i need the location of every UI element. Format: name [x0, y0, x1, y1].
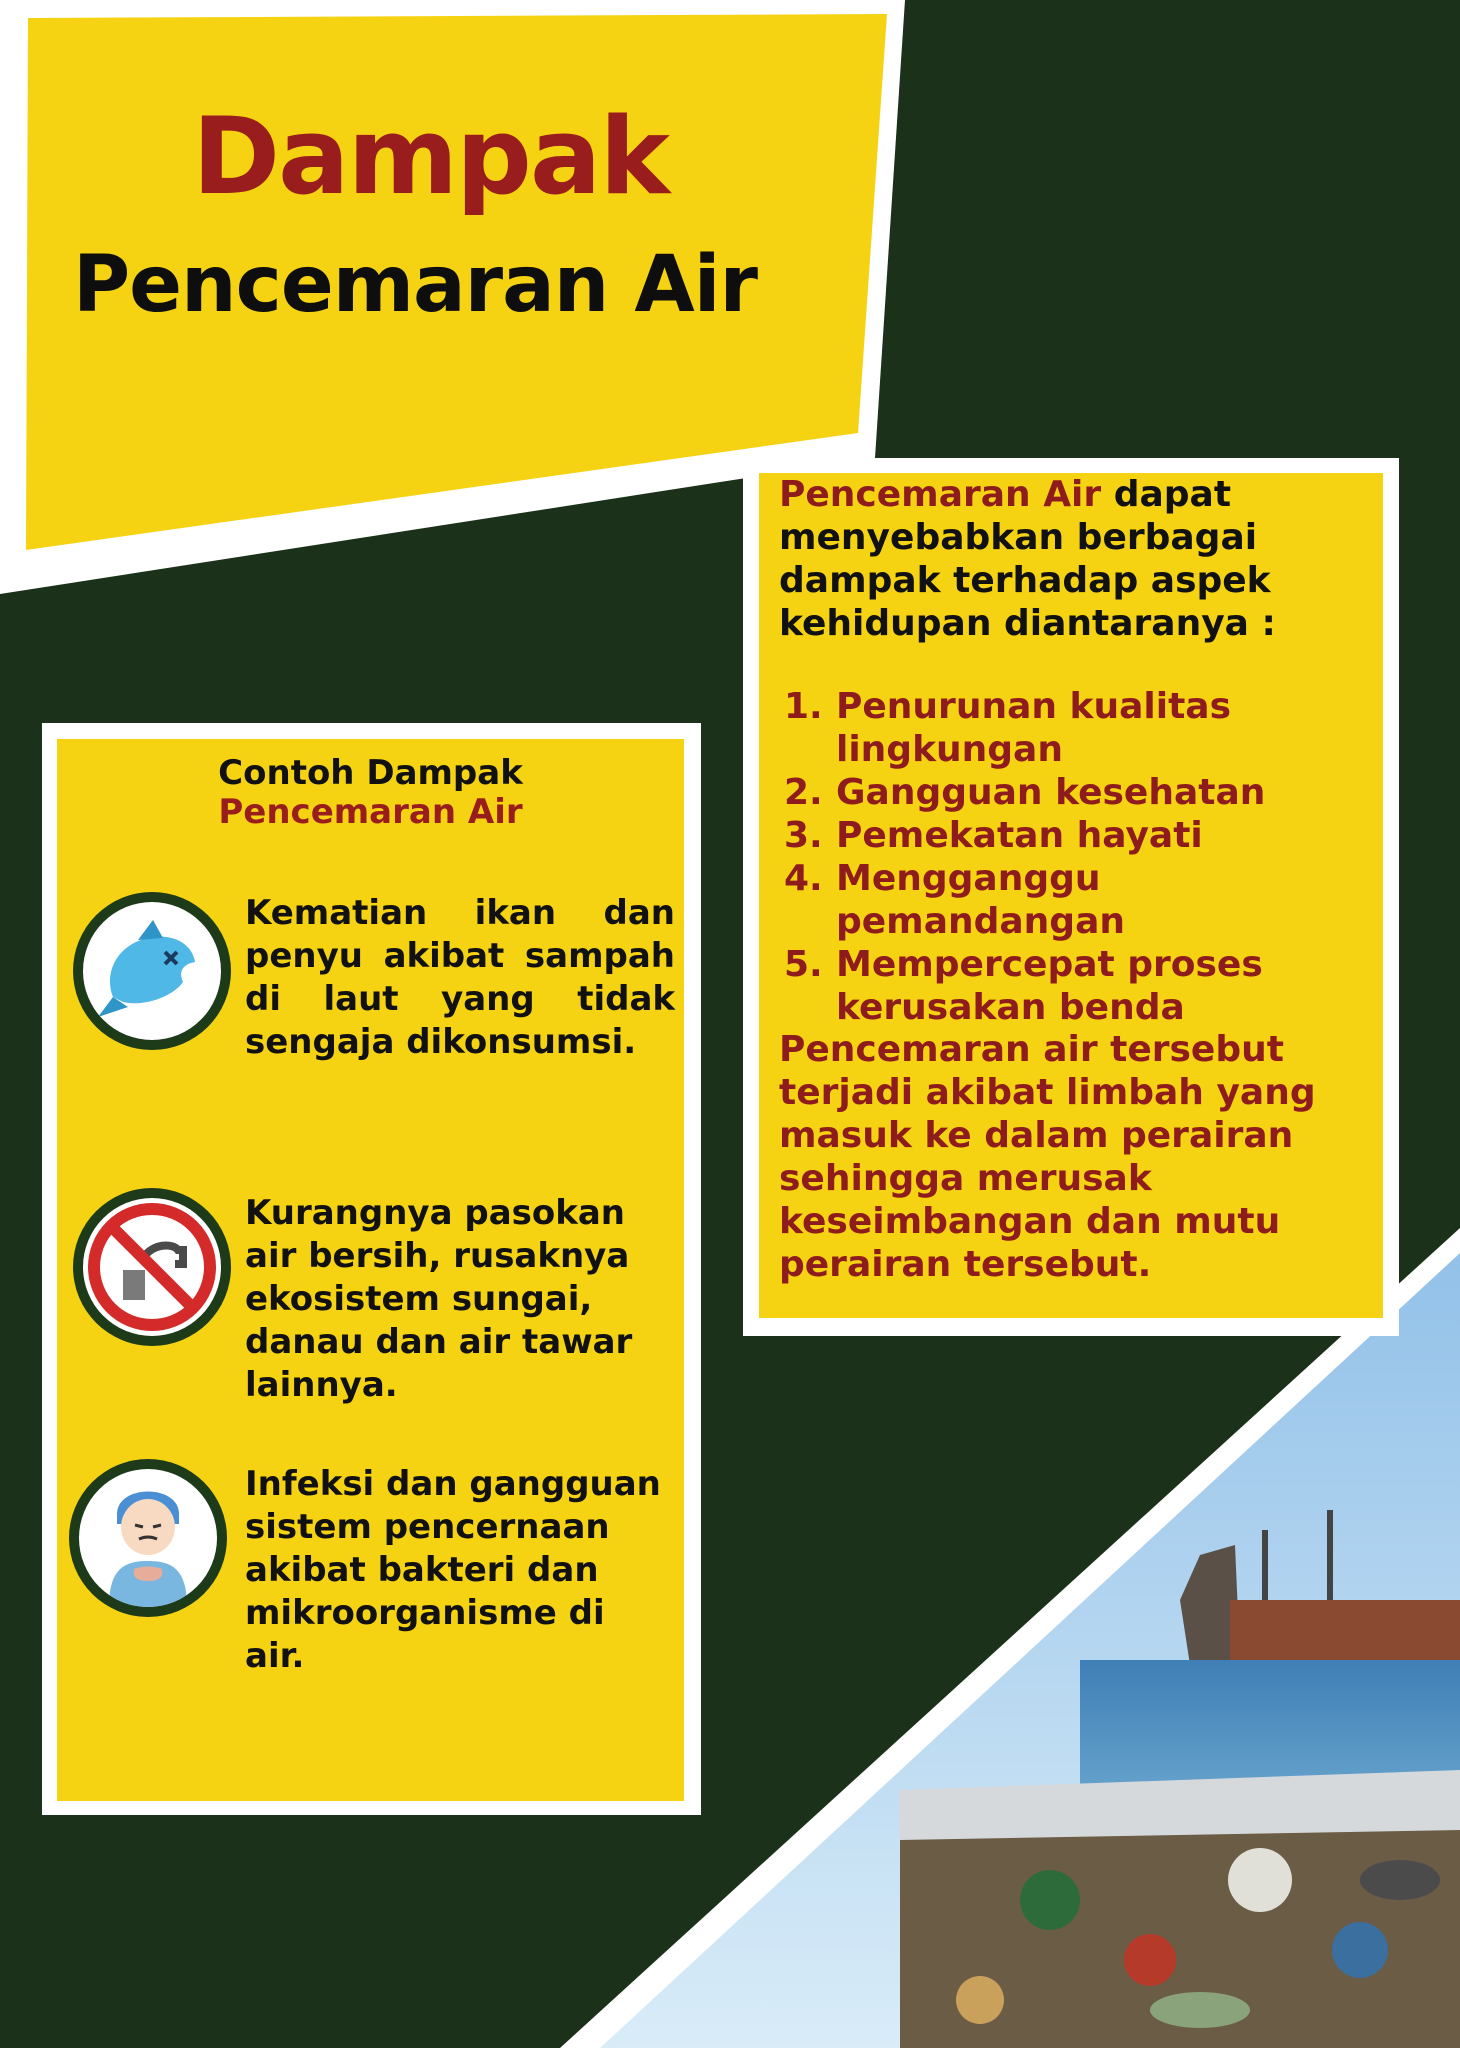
list-item [784, 771, 1384, 814]
list-item-text: Penurunan kualitas lingkungan [836, 686, 1231, 770]
example-text-3: Infeksi dan gangguan sistem pencernaan akibat bakteri dan mikroorganisme di air. [245, 1464, 661, 1676]
list-item-number: 2. [784, 772, 823, 813]
intro-text [779, 473, 1379, 645]
example-text-2: Kurangnya pasokan air bersih, rusaknya ekosistem sungai, danau dan air tawar lainnya. [245, 1193, 633, 1405]
intro-highlight: Pencemaran Air [779, 474, 1102, 515]
no-drinking-water-icon [73, 1188, 231, 1346]
list-item [784, 814, 1384, 857]
impacts-info-card-inner [759, 473, 1383, 1318]
examples-subheading: Pencemaran Air [218, 792, 523, 832]
list-item-number: 4. [784, 858, 823, 899]
list-item [784, 685, 1384, 771]
closing-text: Pencemaran air tersebut terjadi akibat limbah yang masuk ke dalam perairan sehingga merusak keseimbangan dan mutu perairan tersebut. [779, 1029, 1316, 1285]
examples-card-inner [57, 739, 684, 1801]
list-item-text: Mempercepat proses kerusakan benda [836, 944, 1263, 1028]
example-text-1: Kematian ikan dan penyu akibat sampah di laut yang tidak sengaja dikonsumsi. [245, 893, 675, 1062]
list-item-text: Gangguan kesehatan [836, 772, 1266, 813]
examples-heading: Contoh Dampak [218, 753, 523, 793]
list-item [784, 857, 1384, 943]
list-item-number: 5. [784, 944, 823, 985]
list-item-text: Pemekatan hayati [836, 815, 1203, 856]
impacts-list [784, 685, 1384, 1029]
title-sub: Pencemaran Air [72, 240, 757, 330]
impacts-info-card [743, 458, 1399, 1336]
dead-fish-icon [73, 892, 231, 1050]
sick-person-icon [69, 1459, 227, 1617]
list-item-number: 3. [784, 815, 823, 856]
examples-card [42, 723, 701, 1815]
title-main: Dampak [192, 95, 668, 218]
intro-rest: dapat menyebabkan berbagai dampak terhadap aspek kehidupan diantaranya : [779, 474, 1276, 644]
list-item-number: 1. [784, 686, 823, 727]
list-item-text: Mengganggu pemandangan [836, 858, 1126, 942]
list-item [784, 943, 1384, 1029]
